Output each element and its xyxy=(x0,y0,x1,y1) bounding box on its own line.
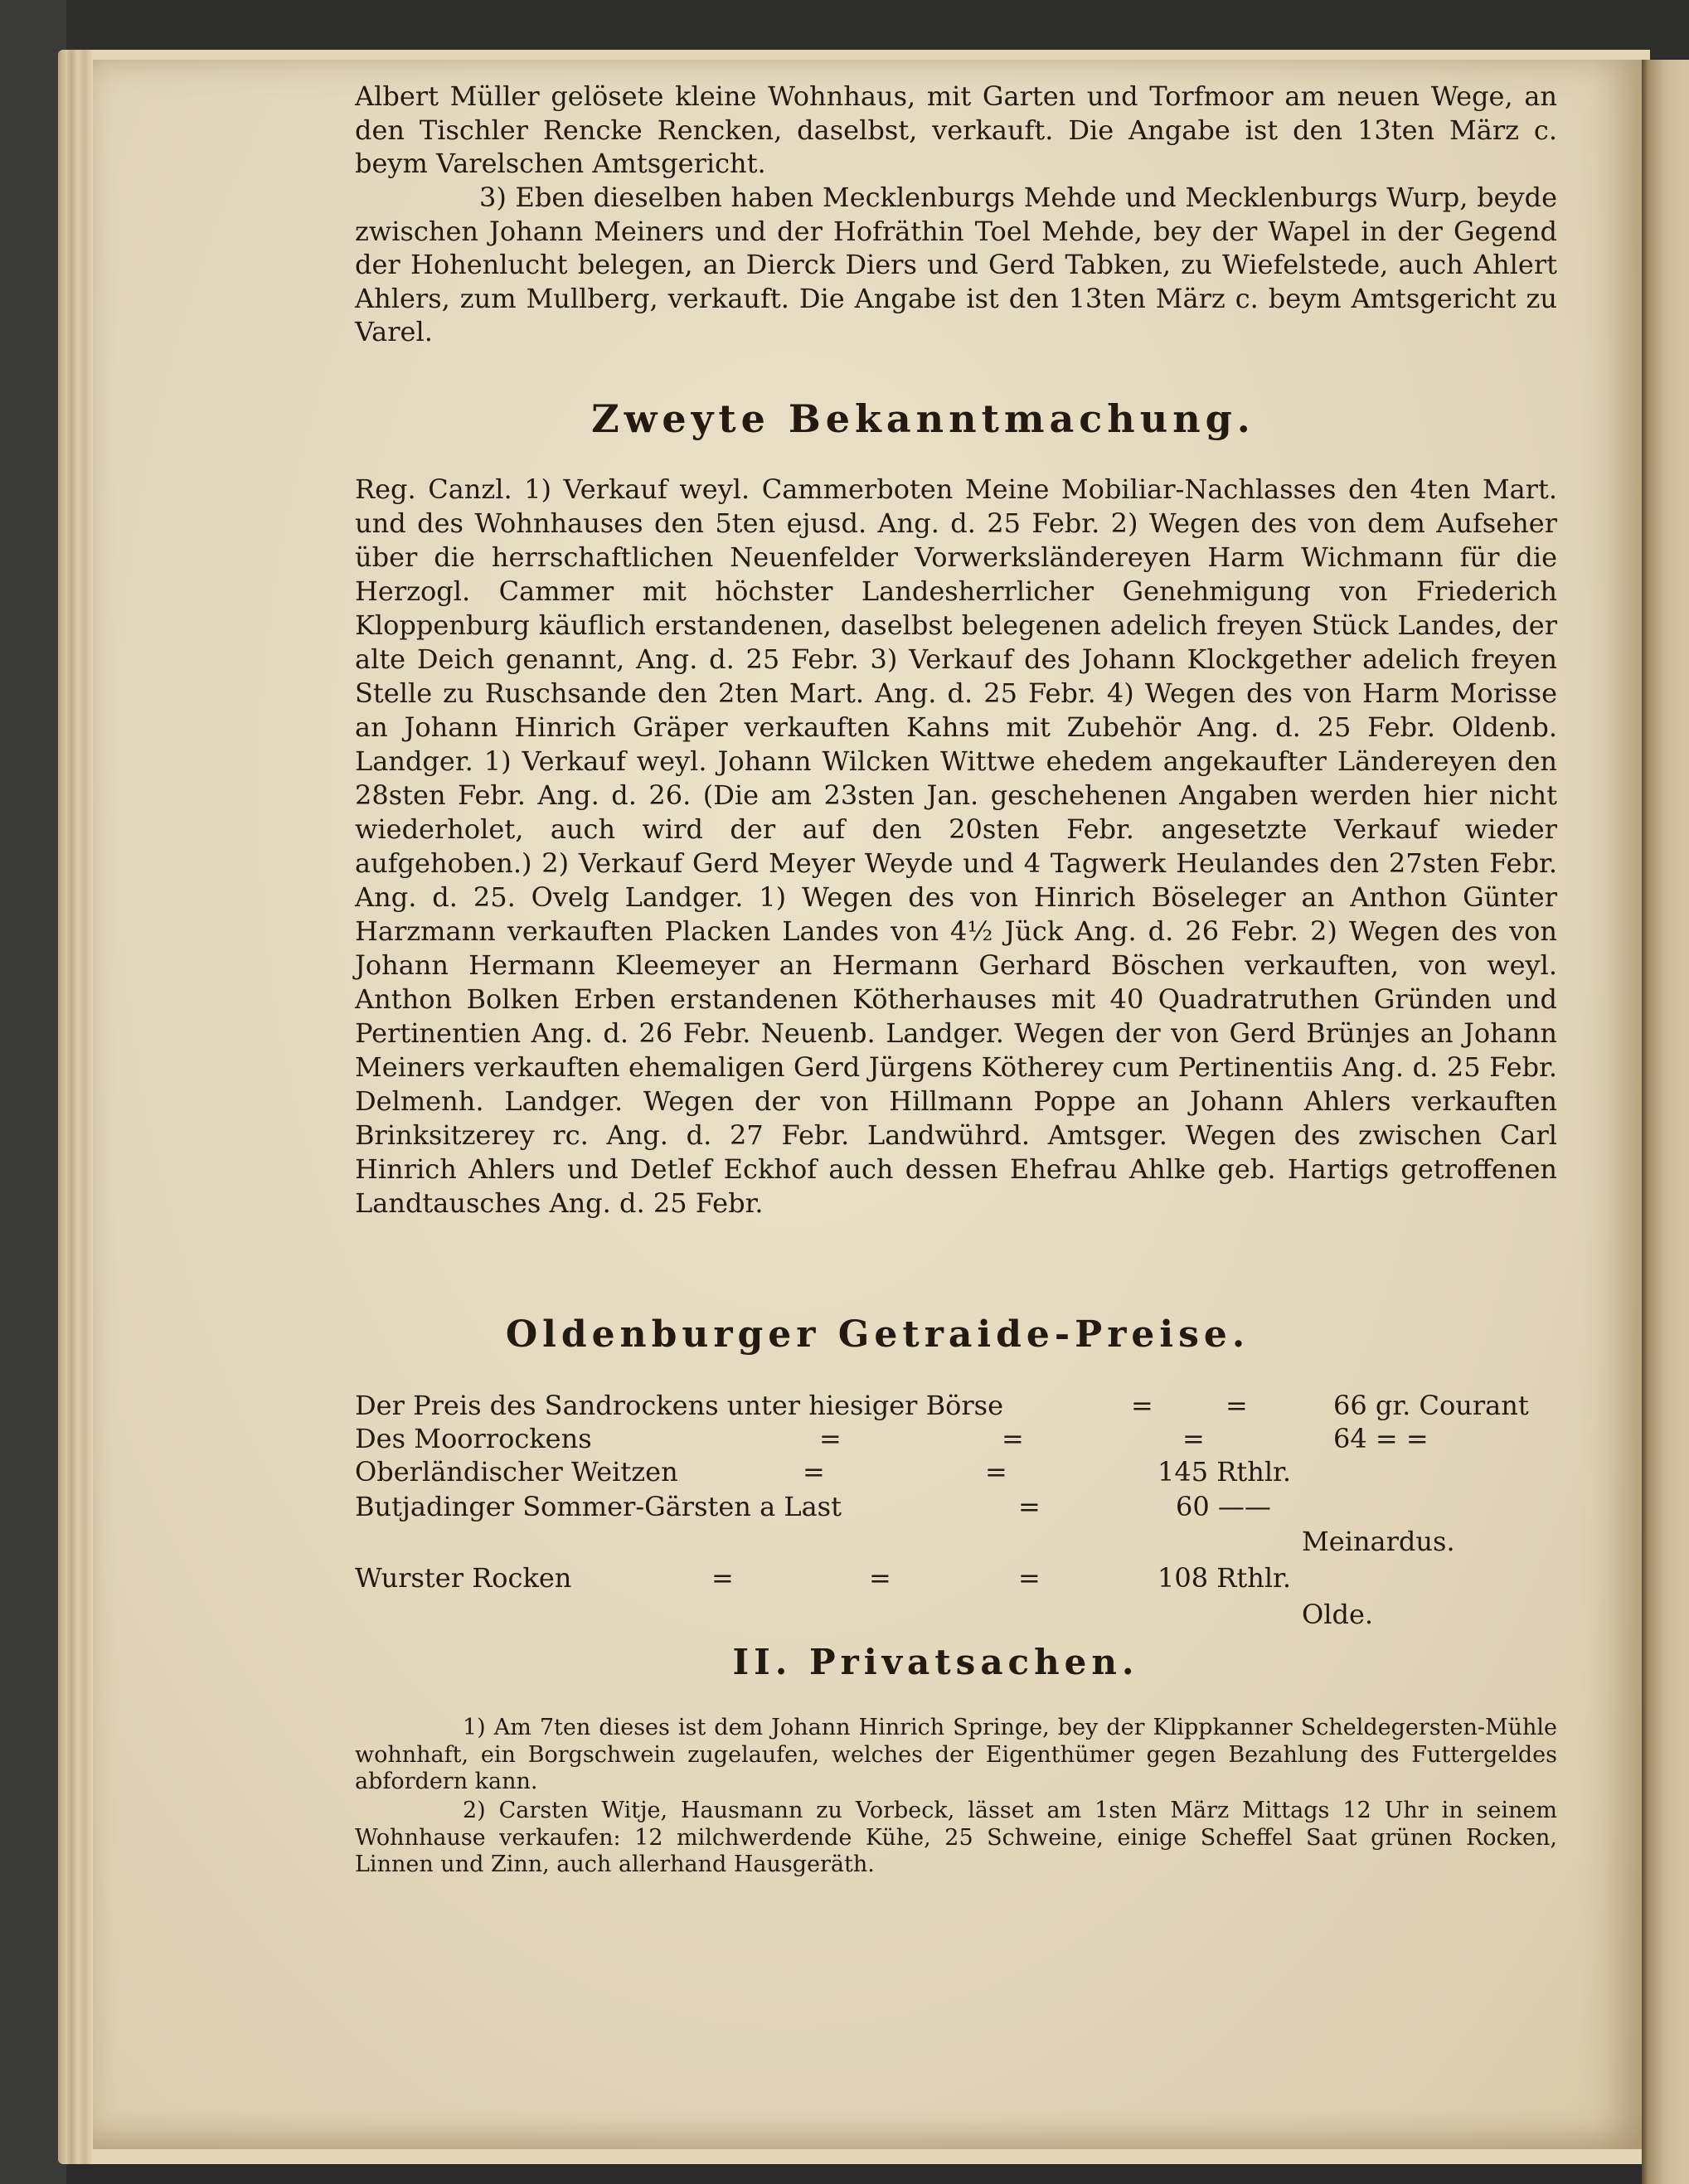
heading-zweyte-bekanntmachung: Zweyte Bekanntmachung. xyxy=(591,396,1255,441)
price-value: 66 gr. Courant xyxy=(1333,1390,1529,1421)
scan-backdrop-left xyxy=(0,0,66,2184)
price-dot: = xyxy=(819,1423,842,1454)
paragraph-item-3-text: 3) Eben dieselben haben Mecklenburgs Mehde und Mecklenburgs Wurp, beyde zwischen Johann Meiners und der Hofräthin Toel Mehde, bey der Wapel in der Gegend der Hohenlucht belegen, an Dierck Diers und Gerd Tabken, zu Wiefelstede, auch Ahlert Ahlers, zum Mullberg, verkauft. Die Angabe ist den 13ten März c. beym Amtsgericht zu Varel. xyxy=(355,182,1557,347)
price-dot: = xyxy=(1018,1491,1041,1522)
paragraph-item-3 xyxy=(355,181,1557,349)
heading-privatsachen: II. Privatsachen. xyxy=(732,1642,1139,1682)
price-row-sandrocken xyxy=(355,1390,1557,1423)
privat-item-1 xyxy=(355,1715,1557,1796)
price-dot: = xyxy=(1182,1423,1205,1454)
paragraph-top-continuation: Albert Müller gelösete kleine Wohnhaus, mit Garten und Torfmoor am neuen Wege, an den Tischler Rencke Rencken, daselbst, verkauft. Die Angabe ist den 13ten März c. beym Varelschen Amtsgericht. xyxy=(355,80,1557,179)
heading-getraide-preise: Oldenburger Getraide-Preise. xyxy=(505,1313,1250,1356)
price-dot: = xyxy=(711,1562,734,1594)
facing-page-edge xyxy=(1642,60,1689,2184)
signature-meinardus: Meinardus. xyxy=(1302,1526,1455,1557)
price-dot: = xyxy=(985,1456,1007,1488)
price-row-weitzen xyxy=(355,1456,1557,1489)
price-label: Oberländischer Weitzen xyxy=(355,1456,678,1488)
price-value: 108 Rthlr. xyxy=(1158,1562,1291,1594)
price-value: 145 Rthlr. xyxy=(1158,1456,1291,1488)
price-label: Wurster Rocken xyxy=(355,1562,572,1594)
price-value: 60 —— xyxy=(1176,1491,1271,1522)
price-row-gaersten xyxy=(355,1491,1557,1524)
privat-item-2-text: 2) Carsten Witje, Hausmann zu Vorbeck, lässet am 1sten März Mittags 12 Uhr in seinem Wohnhause verkaufen: 12 milchwerdende Kühe, 25 Schweine, einige Scheffel Saat grünen Rocken, Linnen und Zinn, auch allerhand Hausgeräth. xyxy=(355,1798,1557,1877)
price-dot: = xyxy=(1131,1390,1153,1421)
signature-olde: Olde. xyxy=(1302,1599,1374,1630)
price-dot: = xyxy=(1002,1423,1024,1454)
price-row-moorrocken xyxy=(355,1423,1557,1456)
price-dot: = xyxy=(1018,1562,1041,1594)
price-dot: = xyxy=(869,1562,891,1594)
price-label: Des Moorrockens xyxy=(355,1423,592,1454)
price-label: Der Preis des Sandrockens unter hiesiger Börse xyxy=(355,1390,1004,1421)
price-row-wurster-rocken xyxy=(355,1562,1557,1595)
zweyte-bekanntmachung-body: Reg. Canzl. 1) Verkauf weyl. Cammerboten Meine Mobiliar-Nachlasses den 4ten Mart. und des Wohnhauses den 5ten ejusd. Ang. d. 25 Febr. 2) Wegen des von dem Aufseher über die herrschaftlichen Neuenfelder Vorwerksländereyen Harm Wichmann für die Herzogl. Cammer mit höchster Landesherrlicher Genehmigung von Friederich Kloppenburg käuflich erstandenen, daselbst belegenen adelich freyen Stück Landes, der alte Deich genannt, Ang. d. 25 Febr. 3) Verkauf des Johann Klockgether adelich freyen Stelle zu Ruschsande den 2ten Mart. Ang. d. 25 Febr. 4) Wegen des von Harm Morisse an Johann Hinrich Gräper verkauften Kahns mit Zubehör Ang. d. 25 Febr. Oldenb. Landger. 1) Verkauf weyl. Johann Wilcken Wittwe ehedem angekaufter Ländereyen den 28sten Febr. Ang. d. 26. (Die am 23sten Jan. geschehenen Angaben werden hier nicht wiederholet, auch wird der auf den 20sten Febr. angesetzte Verkauf wieder aufgehoben.) 2) Verkauf Gerd Meyer Weyde und 4 Tagwerk Heulandes den 27sten Febr. Ang. d. 25. Ovelg Landger. 1) Wegen des von Hinrich Böseleger an Anthon Günter Harzmann verkauften Placken Landes von 4½ Jück Ang. d. 26 Febr. 2) Wegen des von Johann Hermann Kleemeyer an Hermann Gerhard Böschen verkauften, von weyl. Anthon Bolken Erben erstandenen Kötherhauses mit 40 Quadratruthen Gründen und Pertinentien Ang. d. 26 Febr. Neuenb. Landger. Wegen der von Gerd Brünjes an Johann Meiners verkauften ehemaligen Gerd Jürgens Kötherey cum Pertinentiis Ang. d. 25 Febr. Delmenh. Landger. Wegen der von Hillmann Poppe an Johann Ahlers verkauften Brinksitzerey rc. Ang. d. 27 Febr. Landwührd. Amtsger. Wegen des zwischen Carl Hinrich Ahlers und Detlef Eckhof auch dessen Ehefrau Ahlke geb. Hartigs getroffenen Landtausches Ang. d. 25 Febr. xyxy=(355,473,1557,1219)
price-dot: = xyxy=(1225,1390,1248,1421)
price-value: 64 = = xyxy=(1333,1423,1429,1454)
price-dot: = xyxy=(803,1456,825,1488)
privat-item-2 xyxy=(355,1798,1557,1879)
privat-item-1-text: 1) Am 7ten dieses ist dem Johann Hinrich Springe, bey der Klippkanner Scheldegersten-Mühle wohnhaft, ein Borgschwein zugelaufen, welches der Eigenthümer gegen Bezahlung des Futtergeldes abfordern kann. xyxy=(355,1715,1557,1794)
price-label: Butjadinger Sommer-Gärsten a Last xyxy=(355,1491,842,1522)
